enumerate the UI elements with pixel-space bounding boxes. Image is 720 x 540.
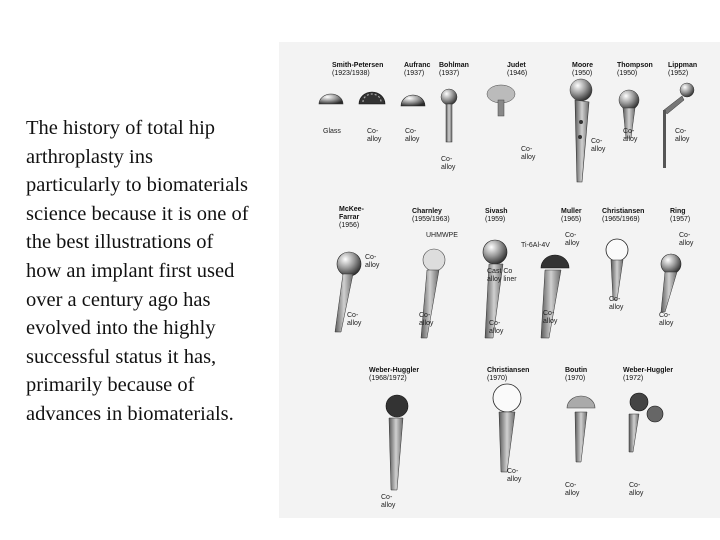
christiansen-1965-drawing (606, 239, 628, 300)
christiansen-1970-drawing (493, 384, 521, 472)
label-christiansen-1965: Christiansen (1965/1969) (602, 208, 645, 223)
weber-huggler-1972-drawing (629, 393, 663, 452)
label-charnley: Charnley (1959/1963) (412, 208, 450, 223)
label-muller: Muller (1965) (561, 208, 582, 223)
body-line: evolved into the highly (26, 317, 216, 340)
body-line: primarily because of (26, 374, 195, 397)
label-lippman: Lippman (1952) (668, 62, 698, 77)
label-weber-huggler-1968: Weber-Huggler (1968/1972) (369, 367, 420, 382)
label-thompson: Thompson (1950) (617, 62, 653, 77)
body-line: the best illustrations of (26, 231, 214, 254)
body-line: over a century ago has (26, 288, 211, 311)
body-line: how an implant first used (26, 259, 235, 282)
material-co-alloy: Co- alloy (419, 312, 434, 327)
material-co-alloy: Co- alloy (591, 138, 606, 153)
label-aufranc: Aufranc (1937) (404, 62, 431, 77)
hip-implant-history-figure (279, 42, 720, 518)
material-co-alloy: Co- alloy (507, 468, 522, 483)
material-co-alloy: Co- alloy (629, 482, 644, 497)
material-uhmwpe: UHMWPE (426, 232, 458, 239)
cup-aufranc-drawing (359, 92, 385, 104)
material-co-alloy: Co- alloy (367, 128, 382, 143)
body-line: advances in biomaterials. (26, 402, 234, 425)
body-line: arthroplasty ins (26, 145, 153, 168)
body-line: The history of total hip (26, 117, 216, 139)
moore-drawing (570, 79, 592, 182)
weber-huggler-1968-drawing (386, 395, 408, 490)
material-co-alloy: Co- alloy (679, 232, 694, 247)
body-text (26, 114, 296, 429)
judet-drawing (487, 85, 515, 116)
label-sivash: Sivash (1959) (485, 208, 508, 223)
material-co-alloy: Co- alloy (521, 146, 536, 161)
material-co-alloy: Co- alloy (565, 482, 580, 497)
cup-bohlman-drawing (401, 95, 425, 106)
material-co-alloy: Co- alloy (489, 320, 504, 335)
material-co-alloy: Co- alloy (623, 128, 638, 143)
material-co-alloy: Co- alloy (565, 232, 580, 247)
material-cast-co-liner: Cast Co alloy liner (487, 268, 517, 283)
body-line: particularly to biomaterials (26, 174, 249, 197)
lippman-drawing (663, 83, 694, 168)
boutin-drawing (567, 396, 595, 462)
label-judet: Judet (1946) (507, 62, 528, 77)
label-boutin: Boutin (1970) (565, 367, 588, 382)
label-weber-huggler-1972: Weber-Huggler (1972) (623, 367, 674, 382)
material-co-alloy: Co- alloy (441, 156, 456, 171)
label-moore: Moore (1950) (572, 62, 593, 77)
ring-drawing (661, 254, 681, 312)
material-co-alloy: Co- alloy (381, 494, 396, 509)
label-ring: Ring (1957) (670, 208, 691, 223)
material-co-alloy: Co- alloy (659, 312, 674, 327)
label-christiansen-1970: Christiansen (1970) (487, 367, 530, 382)
material-co-alloy: Co- alloy (675, 128, 690, 143)
material-glass: Glass (323, 128, 341, 135)
material-co-alloy: Co- alloy (405, 128, 420, 143)
material-co-alloy: Co- alloy (609, 296, 624, 311)
label-smith-petersen: Smith-Petersen (1923/1938) (332, 62, 384, 77)
material-co-alloy: Co- alloy (365, 254, 380, 269)
material-ti6al4v: Ti-6Al-4V (521, 242, 550, 249)
label-mckee-farrar: McKee- Farrar (1956) (339, 206, 364, 229)
body-line: science because it is one of (26, 202, 249, 225)
body-line: successful status it has, (26, 345, 217, 368)
cup-glass-drawing (319, 94, 343, 104)
material-co-alloy: Co- alloy (543, 310, 558, 325)
label-bohlman: Bohlman (1937) (439, 62, 469, 77)
material-co-alloy: Co- alloy (347, 312, 362, 327)
stem-bohlman-drawing (441, 89, 457, 142)
